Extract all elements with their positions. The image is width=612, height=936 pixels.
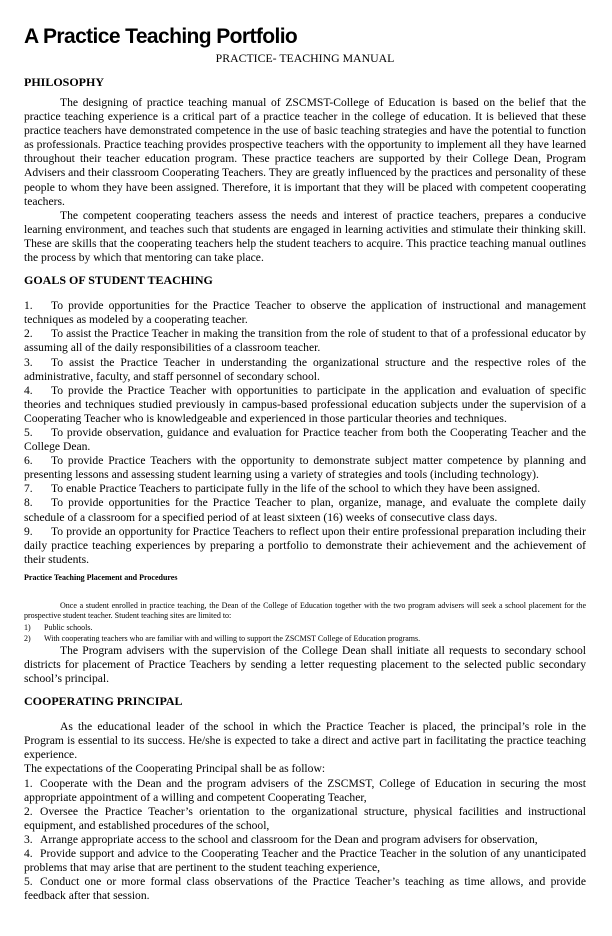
goal-text: To provide opportunities for the Practice Teacher to observe the application of instructional and management techniques as modeled by a cooperating teacher. — [24, 299, 586, 327]
goal-item — [24, 327, 586, 355]
goal-item — [24, 454, 586, 482]
principal-intro: As the educational leader of the school in which the Practice Teacher is placed, the principal’s role in the Program is essential to its success. He/she is expected to take a direct and active part in facilitating the practice teaching experience. — [24, 720, 586, 762]
placement-heading: Practice Teaching Placement and Procedures — [24, 572, 178, 582]
expectation-number: 1. — [24, 776, 33, 790]
goal-text: To assist the Practice Teacher in understanding the organizational structure and the respective roles of the administrative, faculty, and staff personnel of secondary school. — [24, 355, 586, 383]
principal-heading: COOPERATING PRINCIPAL — [24, 694, 183, 709]
site-number: 1) — [24, 622, 31, 632]
placement-intro: Once a student enrolled in practice teaching, the Dean of the College of Education together with the two program advisers will seek a school placement for the prospective student teacher. Student teaching sites are limited to: — [24, 600, 586, 621]
document-page — [24, 24, 586, 903]
expectation-text: Oversee the Practice Teacher’s orientation to the organizational structure, physical facilities and instructional equipment, and established procedures of the school, — [24, 804, 586, 832]
goal-number: 1. — [24, 299, 33, 313]
goal-number: 2. — [24, 327, 33, 341]
goal-number: 3. — [24, 355, 33, 369]
expectation-item — [24, 847, 586, 875]
site-text: Public schools. — [44, 622, 93, 632]
goal-number: 4. — [24, 383, 33, 397]
expectation-item — [24, 805, 586, 833]
goal-text: To provide observation, guidance and evaluation for Practice teacher from both the Cooperating Teacher and the College Dean. — [24, 425, 586, 454]
expectation-text: Arrange appropriate access to the school and classroom for the Dean and program advisers for observation, — [40, 832, 538, 846]
expectation-number: 5. — [24, 875, 33, 889]
goal-text: To provide Practice Teachers with the opportunity to demonstrate subject matter competence by planning and presenting lessons and assessing student learning using a variety of strategies and tools (including technology). — [24, 454, 586, 482]
placement-site-item — [24, 622, 586, 633]
placement-site-item — [24, 633, 586, 644]
philosophy-heading: PHILOSOPHY — [24, 75, 105, 89]
site-text: With cooperating teachers who are familiar with and willing to support the ZSCMST College of Education programs. — [44, 633, 421, 643]
document-subtitle: PRACTICE- TEACHING MANUAL — [215, 51, 395, 65]
goal-item — [24, 525, 586, 567]
goal-number: 5. — [24, 425, 33, 439]
expectation-item — [24, 833, 586, 847]
site-number: 2) — [24, 633, 31, 643]
expectation-item — [24, 875, 586, 903]
goal-item — [24, 356, 586, 384]
expectation-item — [24, 777, 586, 805]
expectation-number: 4. — [24, 847, 33, 861]
expectation-text: Cooperate with the Dean and the program advisers of the ZSCMST, College of Education in securing the most appropriate appointment of a willing and competent Cooperating Teacher, — [24, 776, 586, 804]
placement-closing: The Program advisers with the supervision of the College Dean shall initiate all requests to secondary school districts for placement of Practice Teachers by sending a letter requesting placement to the selected public secondary school’s principal. — [24, 643, 586, 686]
goal-number: 6. — [24, 454, 33, 468]
document-title: A Practice Teaching Portfolio — [24, 25, 298, 48]
expectations-label: The expectations of the Cooperating Principal shall be as follow: — [24, 762, 326, 776]
goal-text: To assist the Practice Teacher in making the transition from the role of student to that of a professional educator by assuming all of the daily responsibilities of a classroom teacher. — [24, 327, 586, 355]
goal-item — [24, 482, 586, 496]
expectation-number: 3. — [24, 832, 33, 846]
expectation-text: Provide support and advice to the Cooperating Teacher and the Practice Teacher in the solution of any unanticipated problems that may arise that are pertinent to the student teaching experience, — [24, 847, 586, 875]
goal-text: To enable Practice Teachers to participate fully in the life of the school to which they have been assigned. — [51, 482, 541, 496]
goal-number: 7. — [24, 482, 33, 496]
goal-number: 9. — [24, 524, 33, 538]
goal-item — [24, 496, 586, 524]
goal-text: To provide opportunities for the Practice Teacher to plan, organize, manage, and evaluate the complete daily schedule of a classroom for a specified period of at least sixteen (16) weeks of consecutive class days. — [24, 496, 586, 524]
goal-item — [24, 426, 586, 454]
goal-item — [24, 299, 586, 327]
goal-number: 8. — [24, 496, 33, 510]
goals-heading: GOALS OF STUDENT TEACHING — [24, 273, 213, 288]
goals-list — [24, 299, 586, 567]
goal-item — [24, 384, 586, 426]
expectation-number: 2. — [24, 804, 33, 818]
goal-text: To provide an opportunity for Practice Teachers to reflect upon their entire professional preparation including their daily practice teaching experiences by preparing a portfolio to demonstrate their achievement and the achievement of their students. — [24, 524, 586, 566]
expectation-text: Conduct one or more formal class observations of the Practice Teacher’s teaching as time allows, and provide feedback after that session. — [24, 875, 586, 903]
philosophy-paragraph: The designing of practice teaching manual of ZSCMST-College of Education is based on the belief that the practice teaching experience is a critical part of a practice teacher in the college of education. It is believed that these practice teachers have demonstrated competence in the use of basic teaching strategies and have the potential to function as professionals. Practice teaching provides prospective teachers with the opportunity to implement all they have learned throughout their teacher education program. These practice teachers are supported by their College Dean, Program Advisers and their classroom Cooperating Teachers. They are greatly influenced by the practices and personality of these people to whom they have been assigned. Therefore, it is important that they will be placed with competent cooperating teachers. — [24, 96, 586, 208]
goal-text: To provide the Practice Teacher with opportunities to participate in the application and evaluation of specific theories and techniques studied previously in campus-based professional education subjects under the supervision of a Cooperating Teacher who is knowledgeable and experienced in those particular theories and techniques. — [24, 383, 586, 425]
philosophy-paragraph: The competent cooperating teachers assess the needs and interest of practice teachers, prepares a conducive learning environment, and teaches such that students are engaged in learning activities and stimulate their thinking skill. These are skills that the cooperating teachers help the student teachers to acquire. This practice teaching manual outlines the process by which that mentoring can take place. — [24, 208, 586, 265]
